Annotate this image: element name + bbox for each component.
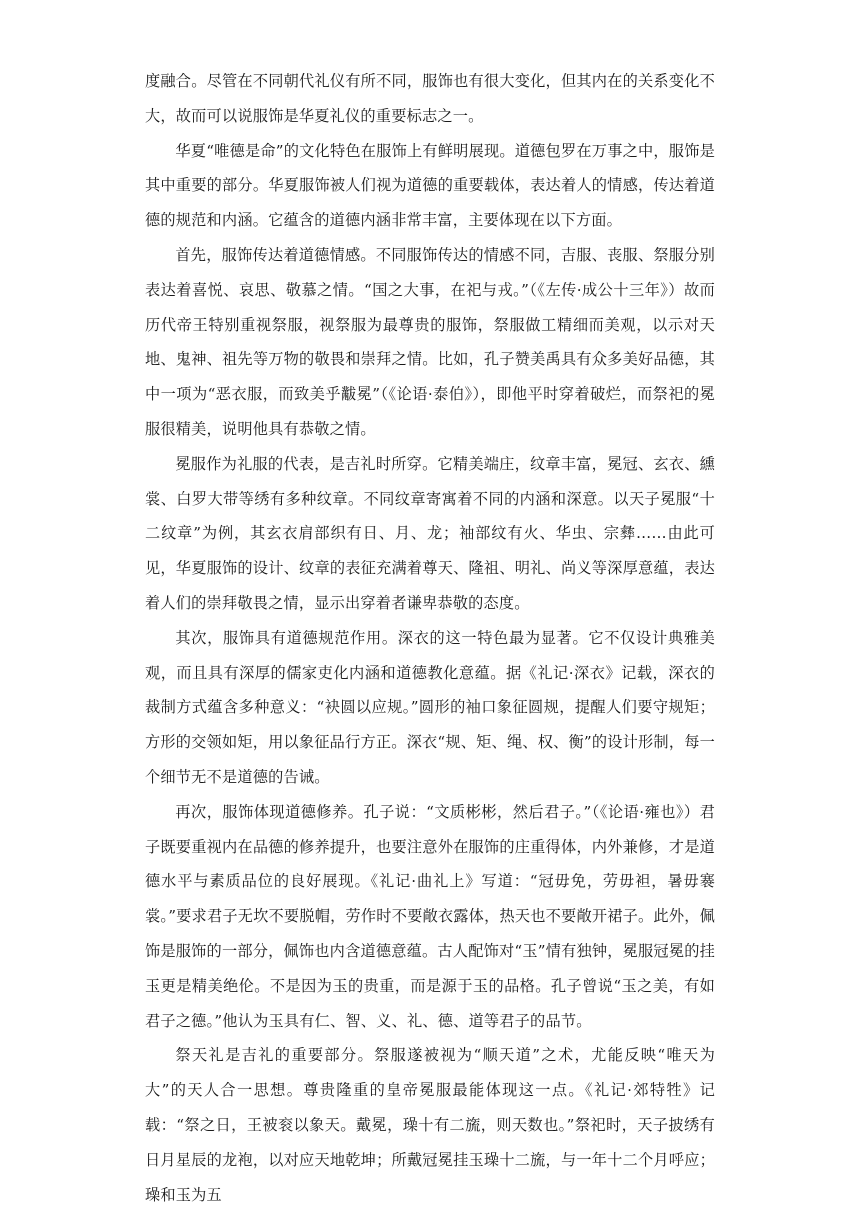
article-body xyxy=(145,64,715,1212)
paragraph-6: 再次，服饰体现道德修养。孔子说：“文质彬彬，然后君子。”（《论语·雍也》）君子既要重视内在品德的修养提升，也要注意外在服饰的庄重得体，内外兼修，才是道德水平与素质品位的良好展现。《礼记·曲礼上》写道：“冠毋免，劳毋袒，暑毋褰裳。”要求君子无坎不要脱帽，劳作时不要敞衣露体，热天也不要敞开裙子。此外，佩饰是服饰的一部分，佩饰也内含道德意蕴。古人配饰对“玉”情有独钟，冕服冠冕的挂玉更是精美绝伦。不是因为玉的贵重，而是源于玉的品格。孔子曾说“玉之美，有如君子之德。”他认为玉具有仁、智、义、礼、德、道等君子的品节。 xyxy=(145,802,715,1030)
paragraph-3: 首先，服饰传达着道德情感。不同服饰传达的情感不同，吉服、丧服、祭服分别表达着喜悦、哀思、敬慕之情。“国之大事，在祀与戎。”（《左传·成公十三年》）故而历代帝王特别重视祭服，视祭服为最尊贵的服饰，祭服做工精细而美观，以示对天地、鬼神、祖先等万物的敬畏和崇拜之情。比如，孔子赞美禹具有众多美好品德，其中一项为“恶衣服，而致美乎黻冕”（《论语·泰伯》），即他平时穿着破烂，而祭祀的冕服很精美，说明他具有恭敬之情。 xyxy=(145,245,715,438)
paragraph-4: 冕服作为礼服的代表，是吉礼时所穿。它精美端庄，纹章丰富，冕冠、玄衣、纁裳、白罗大带等绣有多种纹章。不同纹章寄寓着不同的内涵和深意。以天子冕服“十二纹章”为例，其玄衣肩部织有日、月、龙；袖部纹有火、华虫、宗彝……由此可见，华夏服饰的设计、纹章的表征充满着尊天、隆祖、明礼、尚义等深厚意蕴，表达着人们的崇拜敬畏之情，显示出穿着者谦卑恭敬的态度。 xyxy=(145,454,715,612)
paragraph-2: 华夏“唯德是命”的文化特色在服饰上有鲜明展现。道德包罗在万事之中，服饰是其中重要的部分。华夏服饰被人们视为道德的重要载体，表达着人的情感，传达着道德的规范和内涵。它蕴含的道德内涵非常丰富，主要体现在以下方面。 xyxy=(145,141,715,230)
paragraph-5: 其次，服饰具有道德规范作用。深衣的这一特色最为显著。它不仅设计典雅美观，而且具有深厚的儒家吏化内涵和道德教化意蕴。据《礼记·深衣》记载，深衣的裁制方式蕴含多种意义：“袂圆以应规。”圆形的袖口象征圆规，提醒人们要守规矩；方形的交领如矩，用以象征品行方正。深衣“规、矩、绳、权、衡”的设计形制，每一个细节无不是道德的告诫。 xyxy=(145,628,715,786)
paragraph-1: 度融合。尽管在不同朝代礼仪有所不同，服饰也有很大变化，但其内在的关系变化不大，故而可以说服饰是华夏礼仪的重要标志之一。 xyxy=(145,72,715,125)
paragraph-7: 祭天礼是吉礼的重要部分。祭服遂被视为“顺天道”之术，尤能反映“唯天为大”的天人合一思想。尊贵隆重的皇帝冕服最能体现这一点。《礼记·郊特牲》记载：“祭之日，王被衮以象天。戴冕，璪十有二旒，则天数也。”祭祀时，天子披绣有日月星辰的龙袍，以对应天地乾坤；所戴冠冕挂玉璪十二旒，与一年十二个月呼应；璪和玉为五 xyxy=(145,1046,715,1204)
